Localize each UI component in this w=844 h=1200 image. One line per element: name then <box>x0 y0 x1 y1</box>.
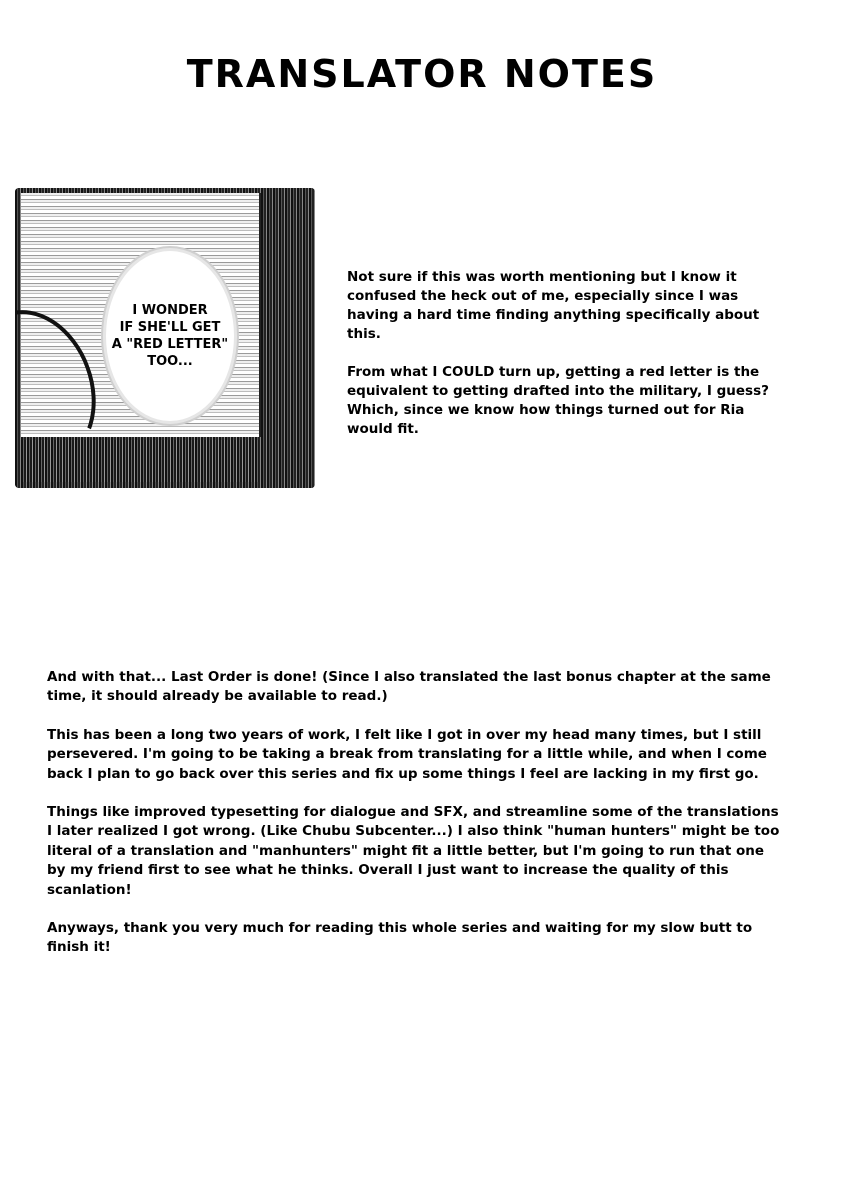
note-paragraph: This has been a long two years of work, I felt like I got in over my head many times, but I still persevered. I'm going to be taking a break from translating for a little while, and when I come back I plan to go back over this series and fix up some things I feel are lacking in my first go. <box>47 726 767 782</box>
speech-bubble-text: I WONDER IF SHE'LL GET A "RED LETTER" TOO... <box>111 303 229 369</box>
manga-panel-image <box>15 188 315 488</box>
closing-notes <box>47 668 787 977</box>
speech-bubble <box>103 248 237 424</box>
note-paragraph: Not sure if this was worth mentioning but I know it confused the heck out of me, especially since I was having a hard time finding anything specifically about this. <box>347 269 760 342</box>
note-paragraph: And with that... Last Order is done! (Since I also translated the last bonus chapter at the same time, it should already be available to read.) <box>47 669 771 705</box>
note-red-letter <box>347 268 792 458</box>
page-title: TRANSLATOR NOTES <box>186 52 658 96</box>
note-paragraph: From what I COULD turn up, getting a red letter is the equivalent to getting drafted into the military, I guess? Which, since we know how things turned out for Ria would fit. <box>347 364 769 437</box>
note-paragraph: Things like improved typesetting for dialogue and SFX, and streamline some of the translations I later realized I got wrong. (Like Chubu Subcenter...) I also think "human hunters" might be too literal of a translation and "manhunters" might fit a little better, but I'm going to run that one by my friend first to see what he thinks. Overall I just want to increase the quality of this scanlation! <box>47 804 780 898</box>
note-paragraph: Anyways, thank you very much for reading this whole series and waiting for my slow butt to finish it! <box>47 920 753 956</box>
